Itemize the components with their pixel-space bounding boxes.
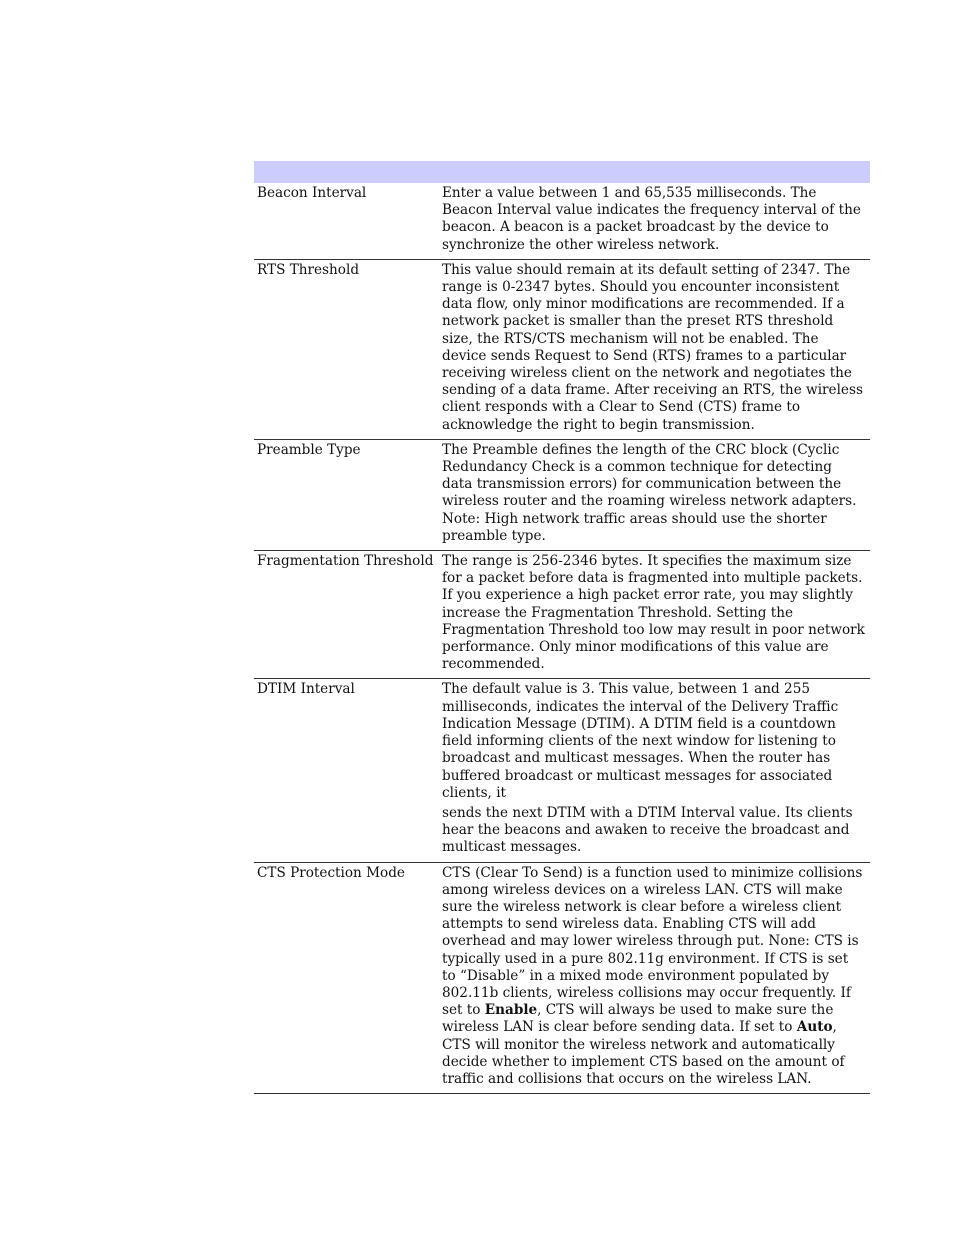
table-header-cell bbox=[439, 161, 870, 183]
description-text-continued: sends the next DTIM with a DTIM Interval value. Its clients hear the beacons and awaken to receive the broadcast and multicast messages. bbox=[442, 804, 853, 856]
term-cts-protection-mode: CTS Protection Mode bbox=[254, 862, 439, 1094]
settings-table bbox=[254, 161, 870, 1094]
description-text: The default value is 3. This value, between 1 and 255 milliseconds, indicates the interval of the Delivery Traffic Indication Message (DTIM). A DTIM field is a countdown field informing clients of the next window for listening to broadcast and multicast messages. When the router has buffered broadcast or multicast messages for associated clients, it bbox=[442, 681, 839, 801]
description-text bbox=[442, 865, 866, 1089]
description-text-part: , CTS will monitor the wireless network and automatically decide whether to implement CTS based on the amount of traffic and collisions that occurs on the wireless LAN. bbox=[442, 1019, 845, 1087]
term-preamble-type: Preamble Type bbox=[254, 439, 439, 550]
table-row bbox=[254, 862, 870, 1094]
enable-keyword: Enable bbox=[484, 1002, 538, 1019]
description-text: This value should remain at its default setting of 2347. The range is 0-2347 bytes. Should you encounter inconsistent data flow, only minor modifications are recommended. If a network packet is smaller than the preset RTS threshold size, the RTS/CTS mechanism will not be enabled. The device sends Request to Send (RTS) frames to a particular receiving wireless client on the network and negotiates the sending of a data frame. After receiving an RTS, the wireless client responds with a Clear to Send (CTS) frame to acknowledge the right to begin transmission. bbox=[442, 261, 863, 433]
description-text: Enter a value between 1 and 65,535 milliseconds. The Beacon Interval value indicates the frequency interval of the beacon. A beacon is a packet broadcast by the device to synchronize the other wireless network. bbox=[442, 185, 861, 253]
term-rts-threshold: RTS Threshold bbox=[254, 259, 439, 439]
description-text: The Preamble defines the length of the CRC block (Cyclic Redundancy Check is a common technique for detecting data transmission errors) for communication between the wireless router and the roaming wireless network adapters. Note: High network traffic areas should use the shorter preamble type. bbox=[442, 441, 857, 544]
description-text-part: , CTS will always be used to make sure the wireless LAN is clear before sending data. If set to bbox=[442, 1002, 834, 1036]
table-row bbox=[254, 679, 870, 862]
description-cell bbox=[439, 183, 870, 259]
description-text: The range is 256-2346 bytes. It specifies the maximum size for a packet before data is fragmented into multiple packets. If you experience a high packet error rate, you may slightly increase the Fragmentation Threshold. Setting the Fragmentation Threshold too low may result in poor network performance. Only minor modifications of this value are recommended. bbox=[442, 553, 865, 673]
description-text-part: CTS (Clear To Send) is a function used to minimize collisions among wireless devices on a wireless LAN. CTS will make sure the wireless network is clear before a wireless client attempts to send wireless data. Enabling CTS will add overhead and may lower wireless through put. None: CTS is typically used in a pure 802.11g environment. If CTS is set to “Disable” in a mixed mode environment populated by 802.11b clients, wireless collisions may occur frequently. If set to bbox=[442, 864, 863, 1019]
term-dtim-interval: DTIM Interval bbox=[254, 679, 439, 862]
table-header-row bbox=[254, 161, 870, 183]
description-cell bbox=[439, 259, 870, 439]
table-row bbox=[254, 259, 870, 439]
description-cell bbox=[439, 439, 870, 550]
table-row bbox=[254, 439, 870, 550]
description-cell bbox=[439, 862, 870, 1094]
description-cell bbox=[439, 551, 870, 679]
table-row bbox=[254, 551, 870, 679]
term-beacon-interval: Beacon Interval bbox=[254, 183, 439, 259]
description-cell bbox=[439, 679, 870, 862]
auto-keyword: Auto bbox=[796, 1019, 833, 1036]
table-row bbox=[254, 183, 870, 259]
table-header-cell bbox=[254, 161, 439, 183]
term-fragmentation-threshold: Fragmentation Threshold bbox=[254, 551, 439, 679]
